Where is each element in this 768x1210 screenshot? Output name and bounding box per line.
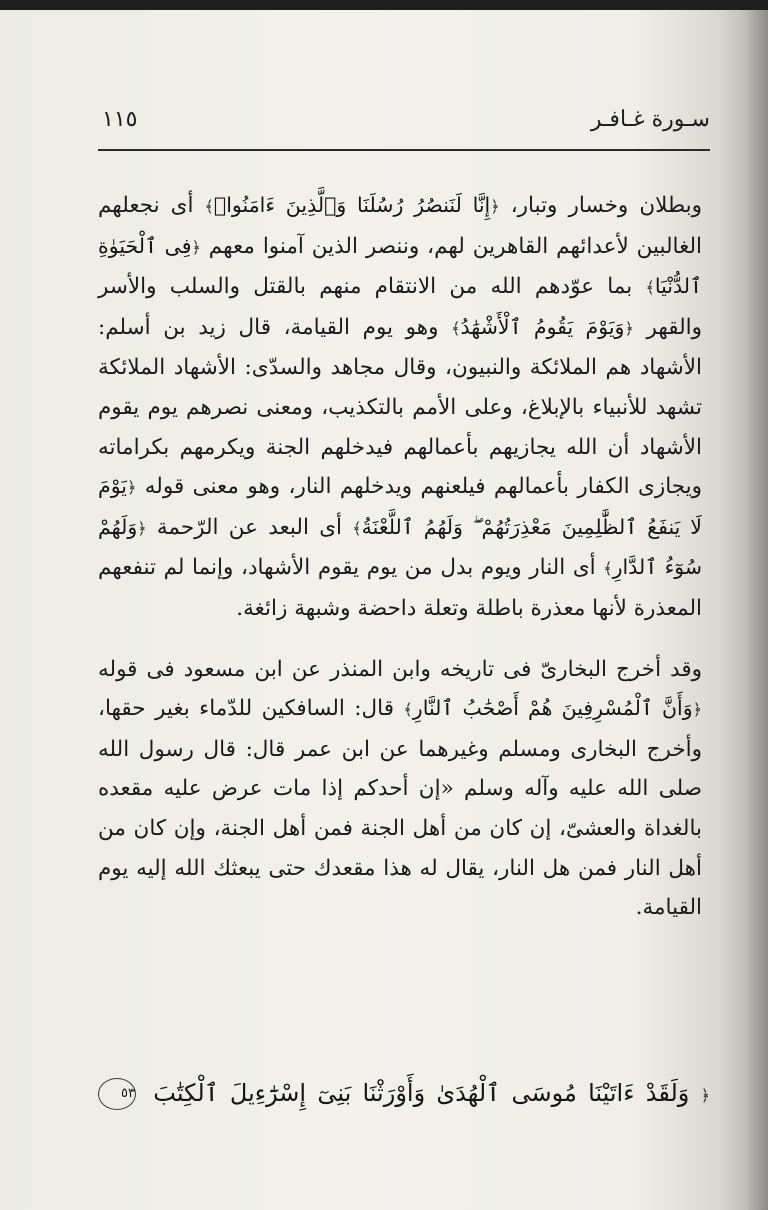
quran-verse-line [98,1068,710,1118]
ayah-open-bracket: ﴿ [490,197,500,216]
ayah-open-bracket: ﴿ [624,318,634,338]
ayah-open-bracket: ﴿ [137,518,147,538]
header-rule [98,149,710,151]
commentary-segment: وقد أخرج البخارىّ فى تاريخه وابن المنذر عن ابن مسعود فى قوله [98,656,702,682]
ayah-open-bracket: ﴿ [191,237,201,257]
ayah-close-bracket: ﴾ [204,197,214,216]
page-number: ١١٥ [102,107,138,132]
verse-number-marker: ٥٣ [98,1078,136,1110]
quran-quote: فِى ٱلْحَيَوٰةِ ٱلدُّنْيَا [98,233,702,299]
commentary-text [98,186,702,928]
commentary-segment: قال: السافكين للدّماء بغير حقها، وأخرج البخارى ومسلم وغيرهما عن ابن عمر قال: قال رسول الله صلى الله عليه وآله وسلم «إن أحدكم إذا مات عرض عليه مقعده بالغداة والعشىّ، إن كان من أهل الجنة فمن أهل الجنة، وإن كان من أهل النار فمن هل النار، يقال له هذا مقعدك حتى يبعثك الله إليه يوم القيامة. [98,696,702,921]
ayah-close-bracket: ﴾ [403,700,413,720]
quran-quote: وَيَوْمَ يَقُومُ ٱلْأَشْهَٰدُ [460,314,625,339]
ayah-open-bracket: ﴿ [127,478,137,498]
commentary-segment: وبطلان وخسار وتبار، [499,193,703,218]
top-edge [0,0,768,10]
quran-quote: وَأَنَّ ٱلْمُسْرِفِينَ هُمْ أَصْحَٰبُ ٱلنَّارِ [412,696,693,721]
quran-quote: وَلَهُمْ سُوٓءُ ٱلدَّارِ [98,514,702,580]
ayah-close-bracket: ﴾ [352,518,362,538]
ayah-close-bracket: ﴾ [603,559,613,579]
verse-open-bracket: ﴿ [700,1086,710,1105]
ayah-close-bracket: ﴾ [645,278,655,298]
surah-title: سـورة غـافـر [590,107,710,132]
commentary-segment: أى البعد عن الرّحمة [146,514,353,540]
commentary-segment: وهو يوم القيامة، قال زيد بن أسلم: الأشهاد هم الملائكة والنبيون، وقال مجاهد والسدّى: الأشهاد الملائكة تشهد للأنبياء بالإبلاغ، وعلى الأمم بالتكذيب، ومعنى نصرهم يوم يقوم الأشهاد أن الله يجازيهم بأعمالهم فيدخلهم الجنة ويكرمهم بكراماته ويجازى الكفار بأعمالهم فيلعنهم ويدخلهم النار، وهو معنى قوله [98,314,702,500]
quran-quote: يَوْمَ لَا يَنفَعُ ٱلظَّٰلِمِينَ مَعْذِرَتُهُمْ ۖ وَلَهُمُ ٱللَّعْنَةُ [98,474,702,539]
quran-quote: إِنَّا لَنَنصُرُ رُسُلَنَا وَٱلَّذِينَ ءَامَنُوا۟ [213,193,491,217]
commentary-segment: بما عوّدهم الله من الانتقام منهم بالقتل والسلب والأسر والقهر [98,274,703,340]
commentary-segment: أى النار ويوم بدل من يوم يقوم الأشهاد، وإنما لم تنفعهم المعذرة لأنها معذرة باطلة وتعلة داحضة وشبهة زائغة. [98,555,702,621]
page-spine-shadow [748,10,768,1210]
page-header [100,105,710,145]
commentary-segment: أى نجعلهم الغالبين لأعدائهم القاهرين لهم، وننصر الذين آمنوا معهم [98,193,702,259]
verse-text: وَلَقَدْ ءَاتَيْنَا مُوسَى ٱلْهُدَىٰ وَأَوْرَثْنَا بَنِىٓ إِسْرَٰٓءِيلَ ٱلْكِتَٰبَ [153,1079,690,1107]
paragraph [98,186,702,629]
ayah-open-bracket: ﴿ [692,700,703,720]
ayah-close-bracket: ﴾ [451,318,461,338]
paragraph [98,650,702,928]
